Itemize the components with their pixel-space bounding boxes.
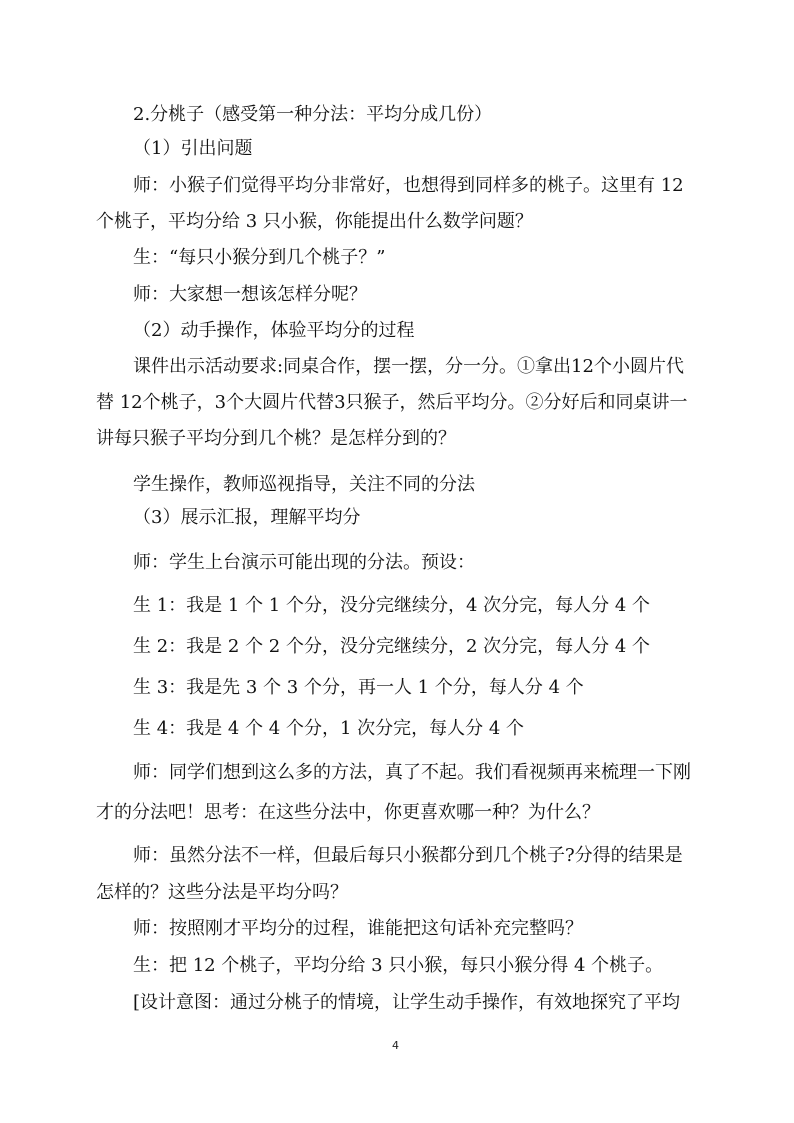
paragraph-line: 课件出示活动要求:同桌合作，摆一摆，分一分。①拿出12个小圆片代 — [133, 356, 684, 377]
paragraph-line: [设计意图：通过分桃子的情境，让学生动手操作，有效地探究了平均 — [133, 992, 681, 1013]
paragraph-line: 生：把 12 个桃子，平均分给 3 只小猴，每只小猴分得 4 个桃子。 — [133, 955, 664, 976]
paragraph-line: 讲每只猴子平均分到几个桃？是怎样分到的？ — [96, 428, 456, 449]
page-number: 4 — [392, 1039, 399, 1052]
paragraph-line: 生：“每只小猴分到几个桃子？” — [133, 247, 386, 268]
paragraph-line: 生 1：我是 1 个 1 个分，没分完继续分，4 次分完，每人分 4 个 — [133, 595, 651, 616]
paragraph-line: 师：小猴子们觉得平均分非常好，也想得到同样多的桃子。这里有 12 — [133, 175, 684, 196]
paragraph-line: 个桃子，平均分给 3 只小猴，你能提出什么数学问题？ — [96, 211, 533, 232]
section-heading: 2.分桃子（感受第一种分法：平均分成几份） — [133, 104, 493, 125]
paragraph-line: 怎样的？这些分法是平均分吗？ — [96, 882, 348, 903]
paragraph-line: 师：按照刚才平均分的过程，谁能把这句话补充完整吗？ — [133, 918, 583, 939]
paragraph-line: 替 12个桃子，3个大圆片代替3只猴子，然后平均分。②分好后和同桌讲一 — [96, 392, 688, 413]
subheading-1: （1）引出问题 — [133, 138, 253, 159]
paragraph-line: 学生操作，教师巡视指导，关注不同的分法 — [133, 474, 475, 495]
paragraph-line: 师：同学们想到这么多的方法，真了不起。我们看视频再来梳理一下刚 — [133, 762, 691, 783]
paragraph-line: 生 3：我是先 3 个 3 个分，再一人 1 个分，每人分 4 个 — [133, 677, 584, 698]
paragraph-line: 师：大家想一想该怎样分呢？ — [133, 284, 367, 305]
paragraph-line: 才的分法吧！思考：在这些分法中，你更喜欢哪一种？为什么？ — [96, 802, 600, 823]
paragraph-line: 师：虽然分法不一样，但最后每只小猴都分到几个桃子?分得的结果是 — [133, 845, 683, 866]
subheading-3: （3）展示汇报，理解平均分 — [133, 507, 361, 528]
paragraph-line: 师：学生上台演示可能出现的分法。预设： — [133, 552, 475, 573]
subheading-2: （2）动手操作，体验平均分的过程 — [133, 320, 415, 341]
paragraph-line: 生 4：我是 4 个 4 个分，1 次分完，每人分 4 个 — [133, 718, 525, 739]
paragraph-line: 生 2：我是 2 个 2 个分，没分完继续分，2 次分完，每人分 4 个 — [133, 636, 651, 657]
